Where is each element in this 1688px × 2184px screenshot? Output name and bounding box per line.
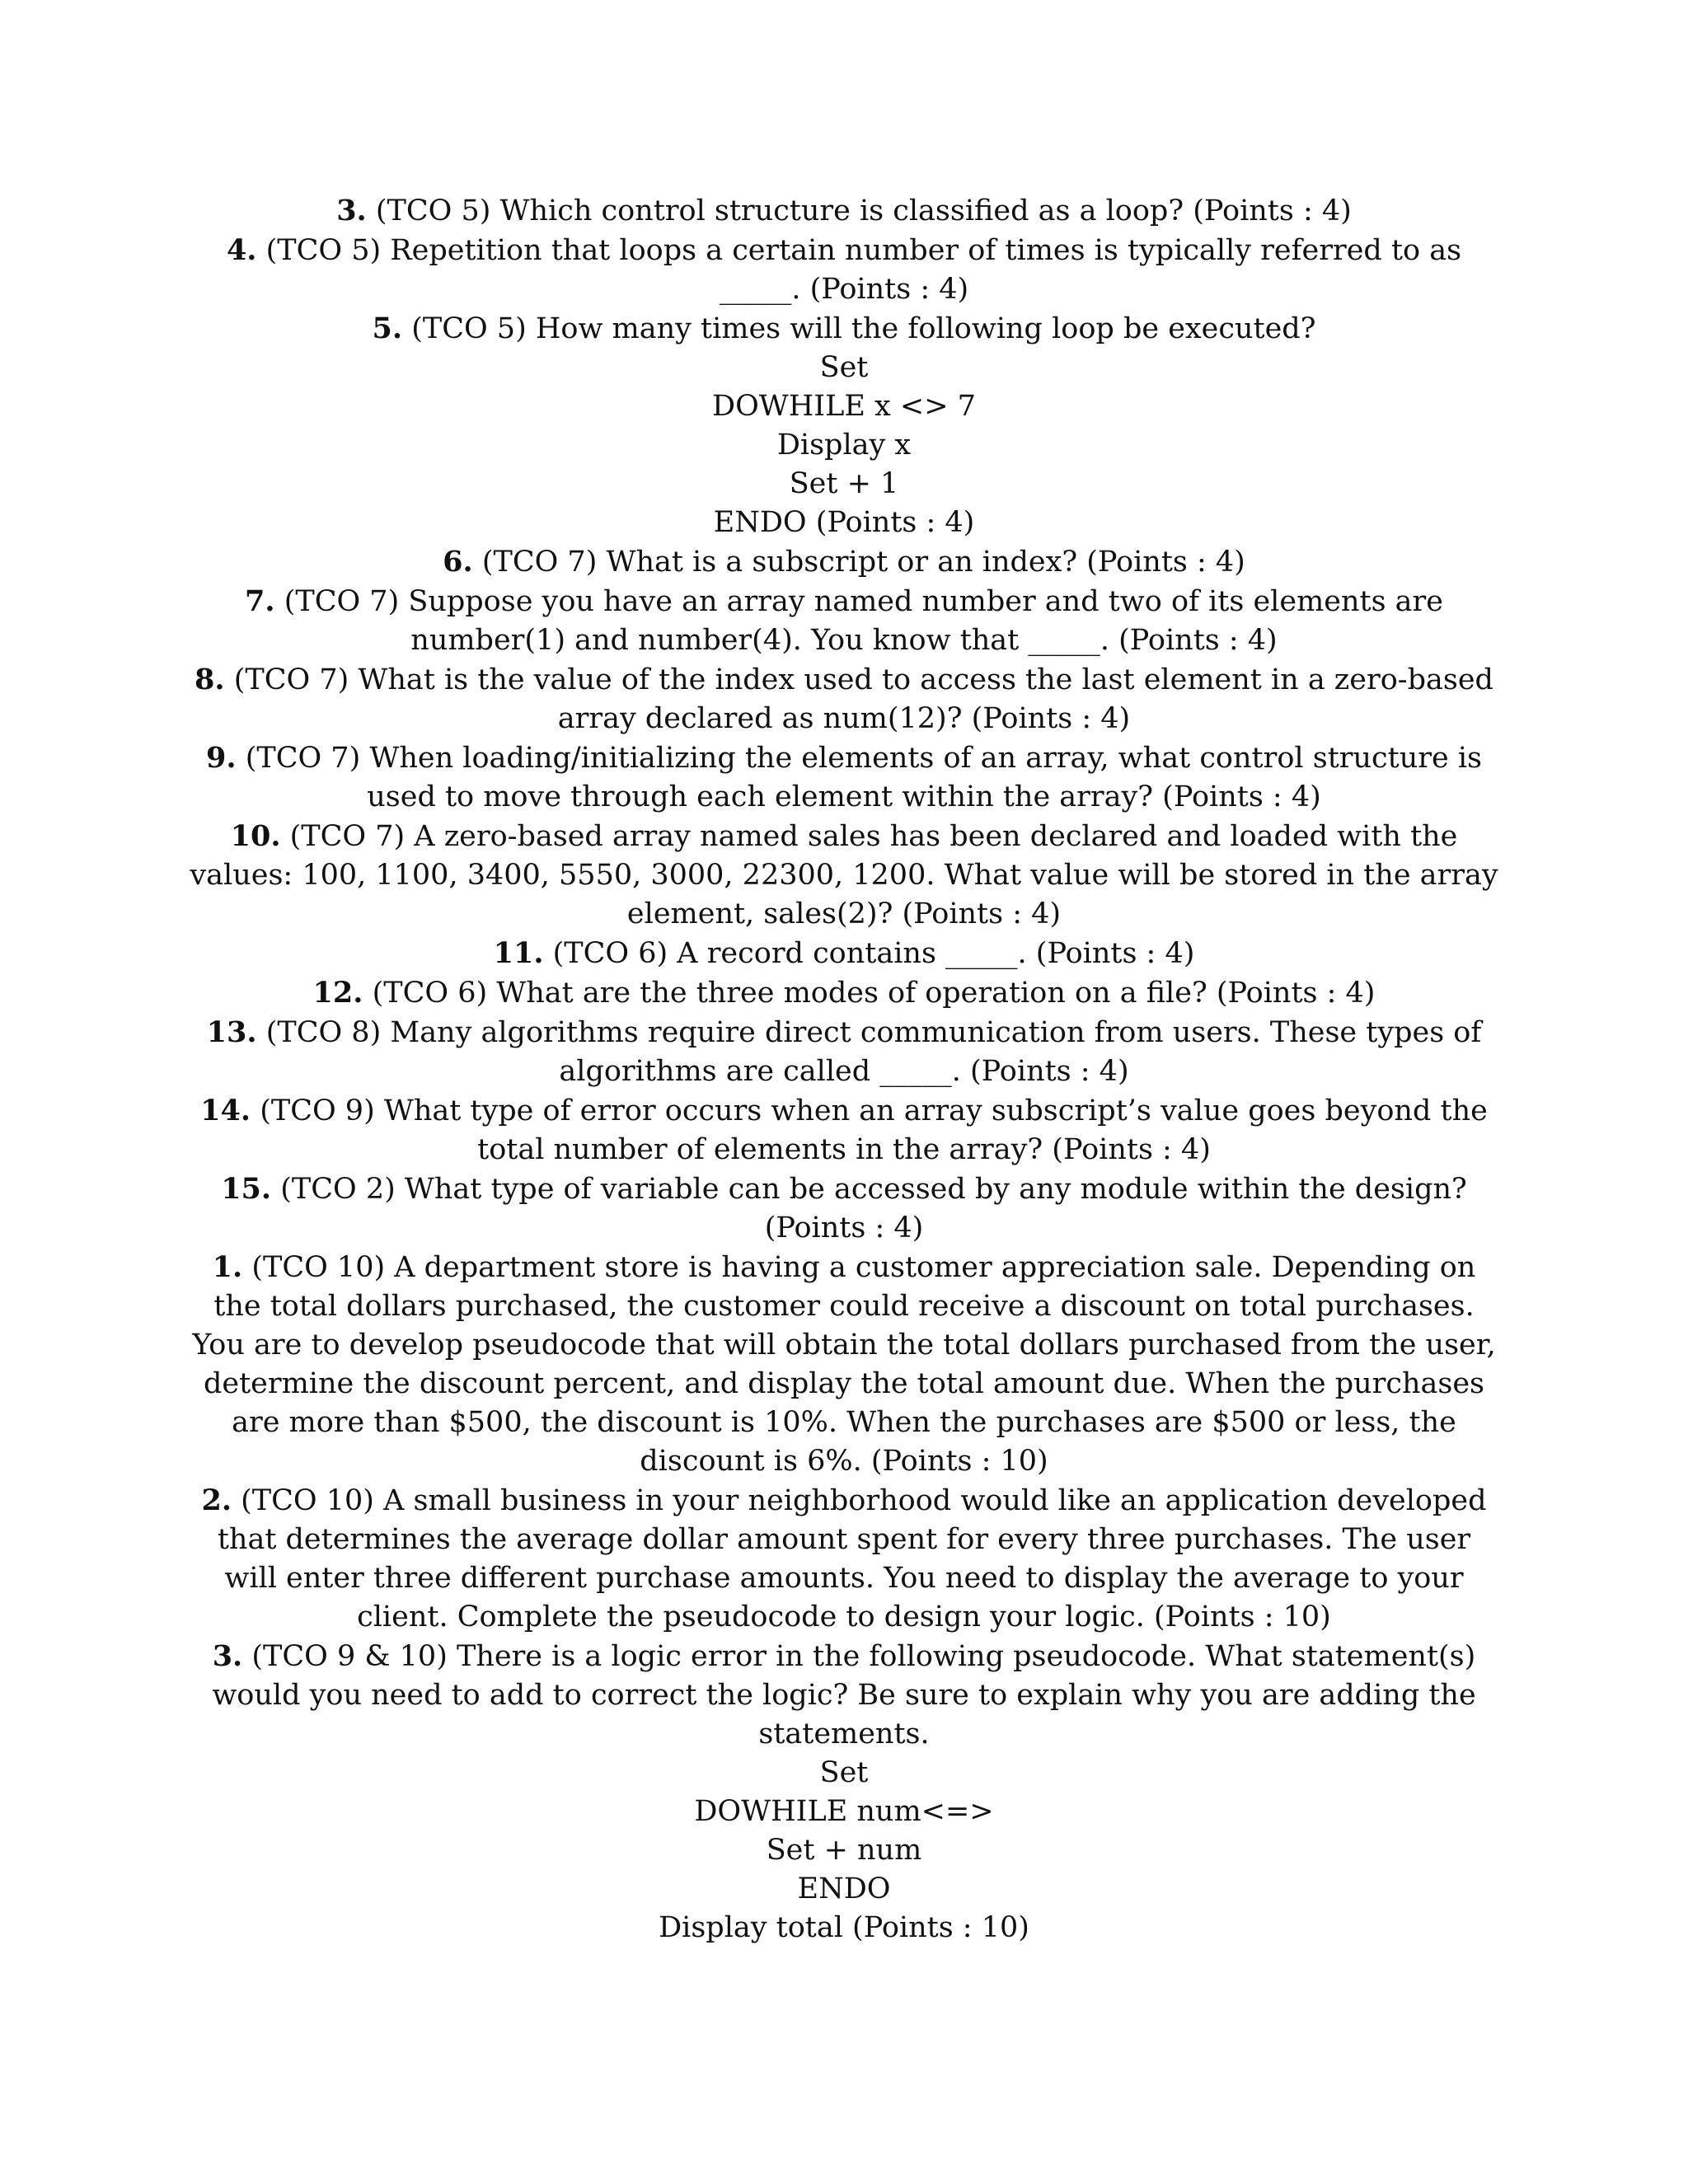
question-13 (190, 1013, 1498, 1091)
question-text: (TCO 10) A department store is having a customer appreciation sale. Depending on the total dollars purchased, the customer could receive a discount on total purchases. You are to develop pseudocode that will obtain the total dollars purchased from the user, determine the discount percent, and display the total amount due. When the purchases are more than $500, the discount is 10%. When the purchases are $500 or less, the discount is 6%. (Points : 10) (192, 1251, 1496, 1478)
question-text: (TCO 5) How many times will the following loop be executed? (411, 312, 1316, 345)
code-line: ENDO (797, 1872, 891, 1905)
question-4 (190, 231, 1498, 309)
question-text: (TCO 9) What type of error occurs when an array subscript’s value goes beyond the total number of elements in the array? (Points : 4) (260, 1094, 1488, 1166)
question-number: 6. (443, 545, 473, 579)
code-line: DOWHILE num<=> (694, 1795, 994, 1828)
code-line: Set (819, 351, 869, 384)
pseudocode-block-q5 (190, 349, 1498, 542)
question-9 (190, 738, 1498, 817)
question-text: (TCO 7) A zero-based array named sales has been declared and loaded with the values: 100, 1100, 3400, 5550, 3000, 22300, 1200. What value will be stored in the array element, sales(2)? (Points : 4) (190, 820, 1498, 930)
question-11 (190, 934, 1498, 973)
question-number: 10. (230, 819, 281, 853)
question-number: 1. (212, 1250, 243, 1284)
question-text: (TCO 7) Suppose you have an array named number and two of its elements are number(1) and number(4). You know that _____. (Points : 4) (284, 585, 1443, 657)
question-number: 14. (200, 1094, 251, 1127)
question-number: 13. (206, 1015, 257, 1049)
code-line: Set + 1 (789, 467, 899, 500)
question-number: 5. (372, 312, 403, 345)
question-text: (TCO 7) What is a subscript or an index? (Points : 4) (481, 546, 1245, 579)
question-6 (190, 542, 1498, 582)
question-number: 9. (206, 741, 237, 775)
code-line: Set + num (766, 1834, 922, 1867)
question-number: 12. (312, 976, 363, 1010)
code-line: Display x (776, 429, 912, 462)
question-8 (190, 660, 1498, 738)
question-text: (TCO 2) What type of variable can be accessed by any module within the design? (Points : 4) (280, 1173, 1467, 1244)
question-text: (TCO 7) When loading/initializing the elements of an array, what control structure is used to move through each element within the array? (Points : 4) (245, 742, 1482, 813)
question-text: (TCO 8) Many algorithms require direct communication from users. These types of algorithms are called _____. (Points : 4) (265, 1016, 1482, 1088)
question-number: 7. (245, 584, 275, 618)
essay-question-1 (190, 1248, 1498, 1481)
question-text: (TCO 10) A small business in your neighborhood would like an application developed that determines the average dollar amount spent for every three purchases. The user will enter three different purchase amounts. You need to display the average to your client. Complete the pseudocode to design your logic. (Points : 10) (217, 1484, 1487, 1633)
code-line: DOWHILE x <> 7 (712, 390, 976, 423)
question-number: 15. (221, 1172, 272, 1206)
essay-question-2 (190, 1481, 1498, 1637)
pseudocode-block-essay-3 (190, 1754, 1498, 1947)
code-line: Display total (Points : 10) (659, 1911, 1029, 1944)
question-7 (190, 582, 1498, 660)
question-number: 4. (226, 233, 257, 267)
question-text: (TCO 9 & 10) There is a logic error in the following pseudocode. What statement(s) would you need to add to correct the logic? Be sure to explain why you are adding the statements. (212, 1640, 1476, 1750)
question-text: (TCO 5) Repetition that loops a certain number of times is typically referred to as _____. (Points : 4) (265, 234, 1462, 306)
question-number: 3. (336, 194, 367, 227)
question-3 (190, 191, 1498, 231)
question-14 (190, 1091, 1498, 1169)
question-text: (TCO 6) A record contains _____. (Points : 4) (552, 937, 1195, 970)
question-15 (190, 1169, 1498, 1248)
document-body (190, 191, 1498, 1947)
question-number: 2. (201, 1483, 232, 1517)
question-5 (190, 309, 1498, 349)
question-text: (TCO 5) Which control structure is classified as a loop? (Points : 4) (375, 194, 1352, 227)
essay-question-3 (190, 1637, 1498, 1754)
code-line: Set (819, 1756, 869, 1789)
question-text: (TCO 7) What is the value of the index used to access the last element in a zero-based array declared as num(12)? (Points : 4) (233, 663, 1493, 735)
code-line: ENDO (Points : 4) (713, 506, 975, 539)
question-number: 3. (212, 1639, 243, 1673)
question-text: (TCO 6) What are the three modes of operation on a file? (Points : 4) (372, 977, 1376, 1010)
question-number: 8. (195, 663, 225, 696)
question-number: 11. (493, 936, 544, 970)
question-10 (190, 817, 1498, 934)
question-12 (190, 973, 1498, 1013)
